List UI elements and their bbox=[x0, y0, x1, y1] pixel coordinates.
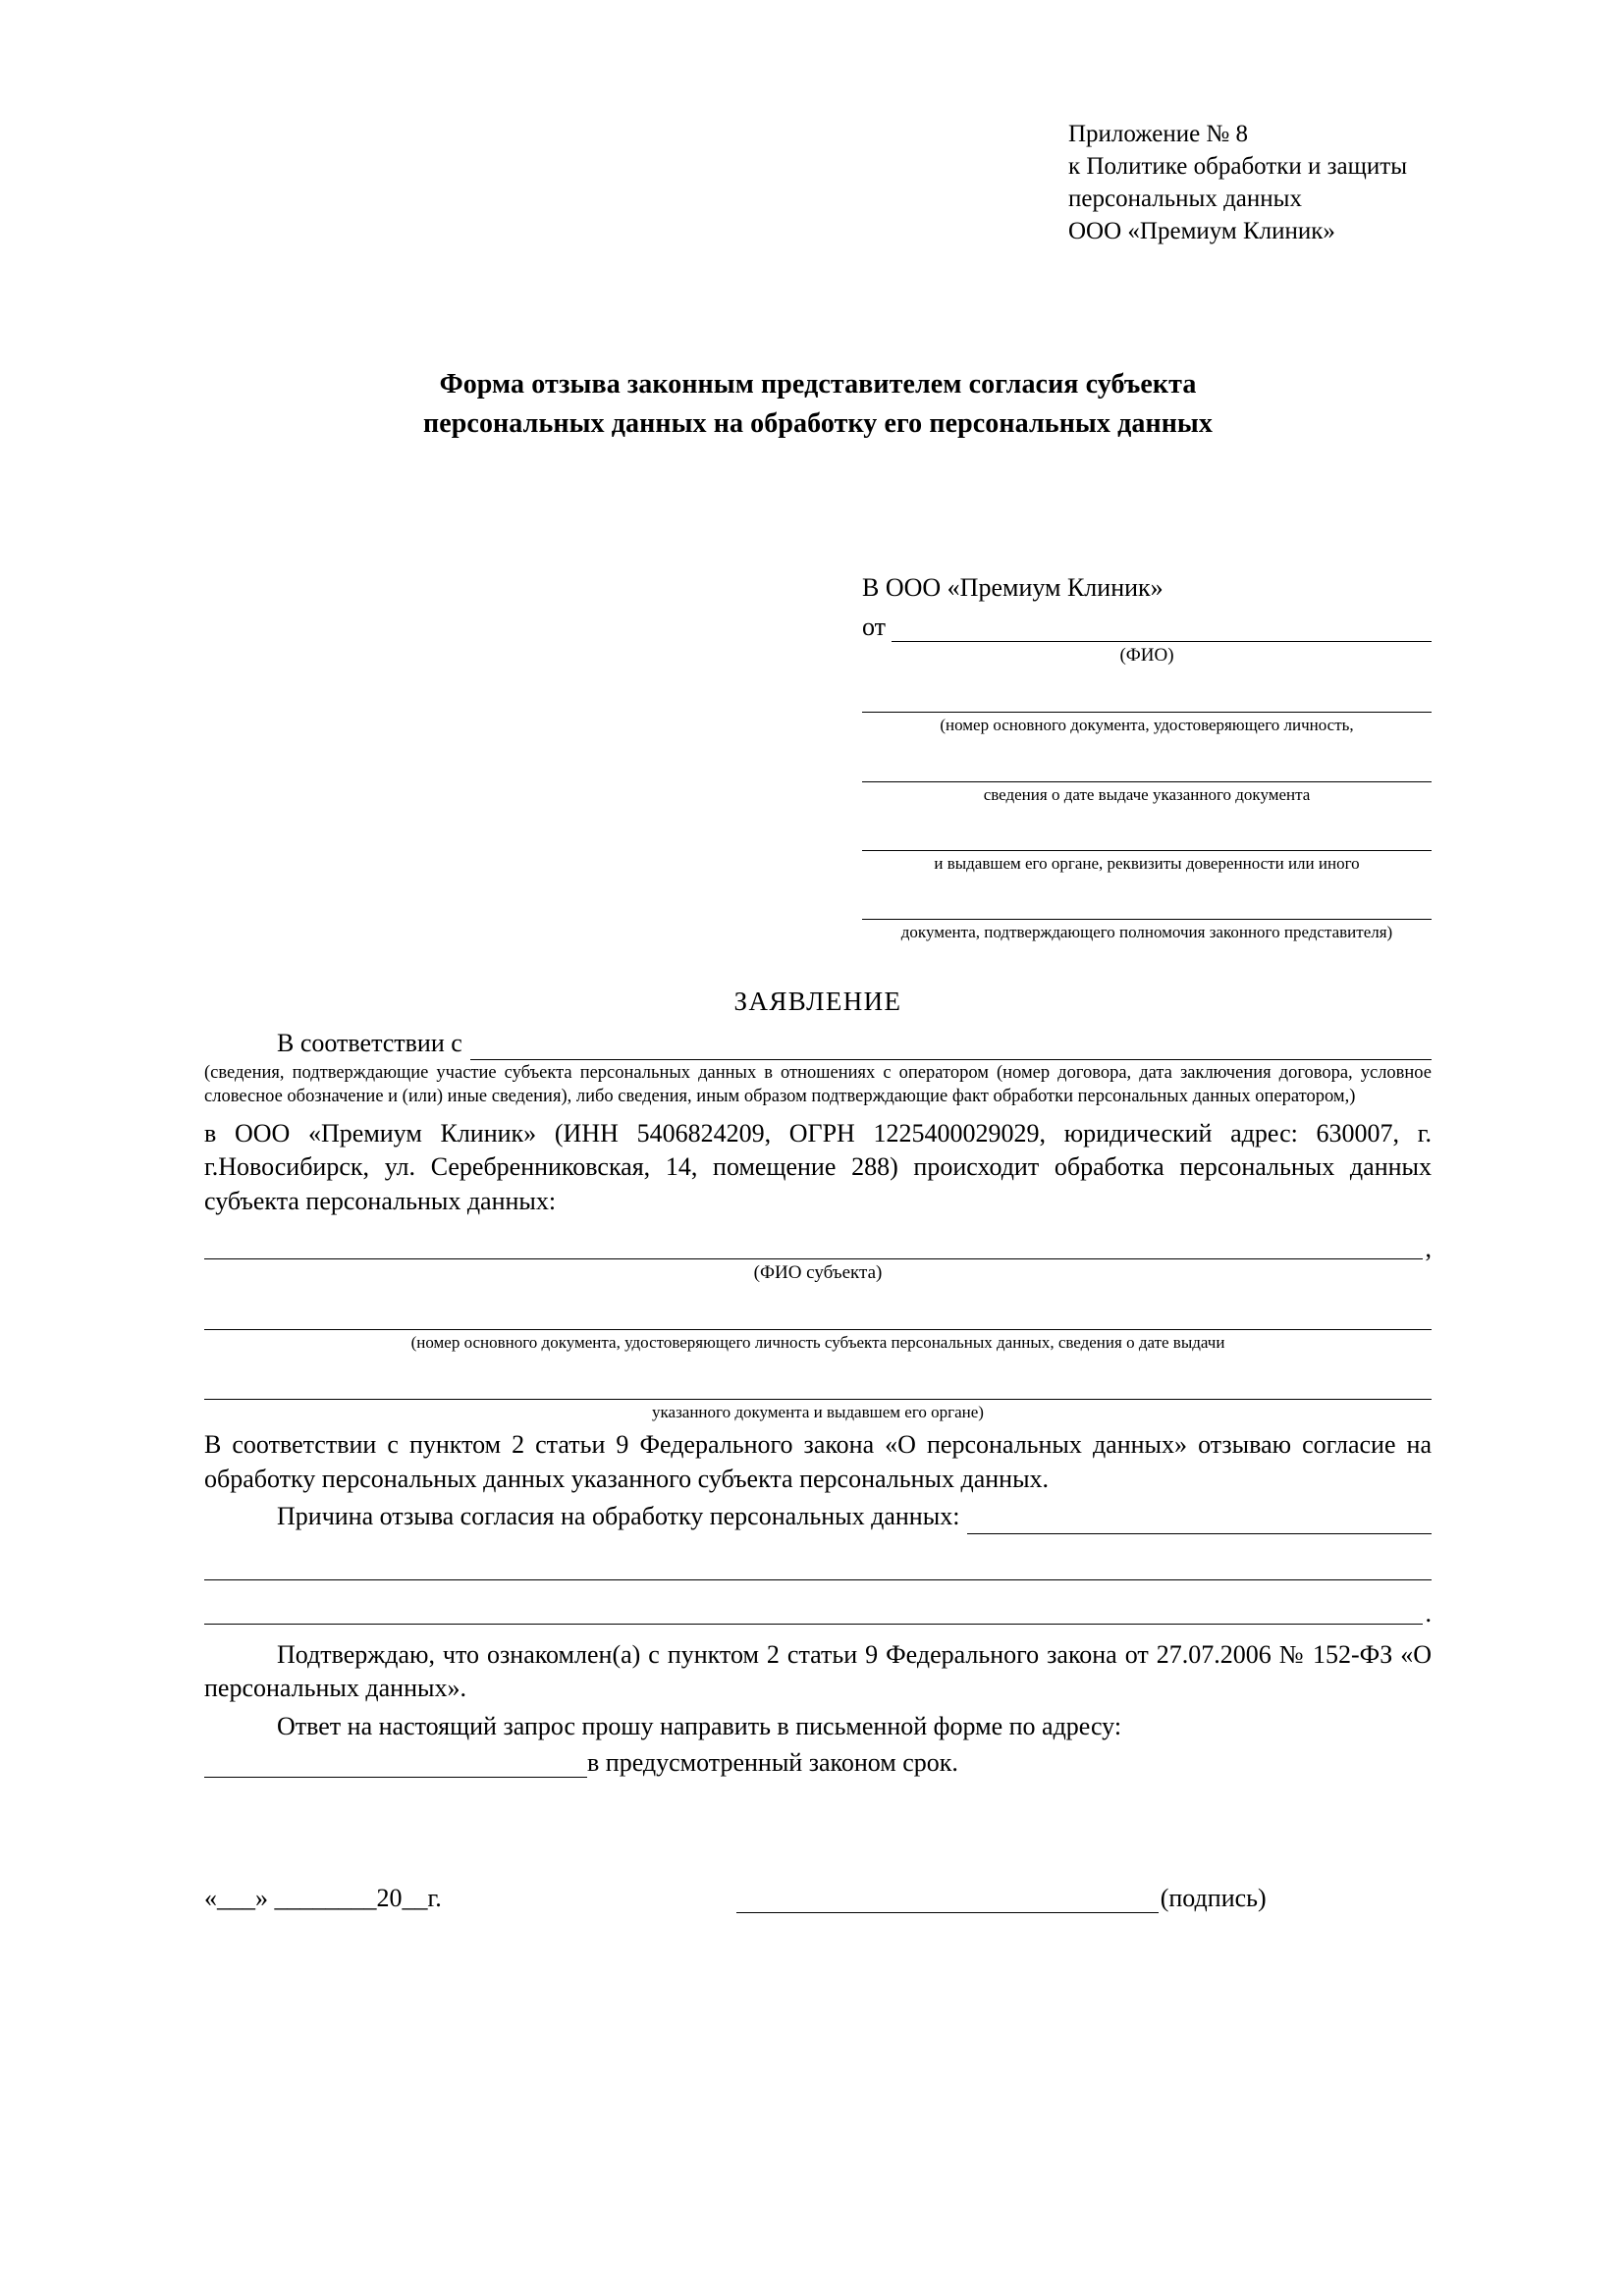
reason-row-3 bbox=[204, 1598, 1432, 1629]
caption-subject-doc-1: (номер основного документа, удостоверяющего личность субъекта персональных данных, сведения о дате выдачи bbox=[410, 1333, 1225, 1353]
caption-doc-4: документа, подтверждающего полномочия законного представителя) bbox=[900, 923, 1393, 942]
reason-input-2[interactable] bbox=[204, 1552, 1432, 1580]
subject-fio-comma: , bbox=[1425, 1233, 1432, 1262]
rep-doc-input-2[interactable] bbox=[862, 754, 1432, 782]
reason-input-1[interactable] bbox=[967, 1510, 1432, 1534]
rep-doc-input-3[interactable] bbox=[862, 823, 1432, 851]
statement-heading: ЗАЯВЛЕНИЕ bbox=[733, 986, 902, 1016]
from-row bbox=[862, 613, 1432, 642]
from-label: от bbox=[862, 612, 887, 641]
date-stub[interactable]: «___» ________20__г. bbox=[204, 1883, 442, 1912]
in-accordance-label: В соответствии с bbox=[277, 1028, 462, 1057]
caption-doc-1: (номер основного документа, удостоверяющего личность, bbox=[940, 716, 1354, 735]
subject-fio-row bbox=[204, 1233, 1432, 1262]
caption-doc-3: и выдавшем его органе, реквизиты доверенности или иного bbox=[934, 854, 1360, 874]
reason-label: Причина отзыва согласия на обработку персональных данных: bbox=[277, 1502, 960, 1531]
rep-doc-input-4[interactable] bbox=[862, 891, 1432, 920]
from-fio-input[interactable] bbox=[892, 615, 1432, 642]
appendix-header-line-3: персональных данных bbox=[1068, 186, 1302, 212]
page-title-line-1: Форма отзыва законным представителем согласия субъекта bbox=[439, 369, 1197, 400]
signature-row bbox=[204, 1884, 1432, 1913]
address-input[interactable] bbox=[204, 1753, 587, 1778]
addressee-organization: В ООО «Премиум Клиник» bbox=[862, 572, 1164, 602]
term-tail: в предусмотренный законом срок. bbox=[587, 1747, 958, 1777]
document-body bbox=[204, 118, 1432, 1913]
addressee-block bbox=[862, 573, 1432, 943]
address-term-row bbox=[204, 1748, 1432, 1778]
caption-signature: (подпись) bbox=[1160, 1883, 1267, 1912]
statement-note-1: (сведения, подтверждающие участие субъекта персональных данных в отношениях с оператором (номер договора, дата заключения договора, условное словесное обозначение и (или) иные сведения), либо сведения, иным образом подтверждающие факт обработки персональных данных оператором,) bbox=[204, 1063, 1432, 1107]
statement-body-2: В соответствии с пунктом 2 статьи 9 Федерального закона «О персональных данных» отзываю согласие на обработку персональных данных указанного субъекта персональных данных. bbox=[204, 1430, 1432, 1493]
page-title-line-2: персональных данных на обработку его персональных данных bbox=[423, 407, 1213, 439]
reason-row bbox=[204, 1500, 1432, 1534]
rep-doc-input-1[interactable] bbox=[862, 684, 1432, 713]
in-accordance-input[interactable] bbox=[470, 1036, 1432, 1060]
statement-confirm: Подтверждаю, что ознакомлен(а) с пунктом 2 статьи 9 Федерального закона от 27.07.2006 № 152-ФЗ «О персональных данных». bbox=[204, 1639, 1432, 1703]
caption-doc-2: сведения о дате выдаче указанного документа bbox=[983, 784, 1311, 804]
signature-input[interactable] bbox=[736, 1887, 1159, 1913]
subject-fio-input[interactable] bbox=[204, 1233, 1423, 1259]
page-title bbox=[204, 365, 1432, 444]
appendix-header-line-2: к Политике обработки и защиты bbox=[1068, 153, 1408, 180]
subject-doc-input-2[interactable] bbox=[204, 1371, 1432, 1400]
reason-input-3[interactable] bbox=[204, 1598, 1423, 1625]
appendix-header-line-1: Приложение № 8 bbox=[1068, 121, 1249, 147]
subject-doc-input-1[interactable] bbox=[204, 1302, 1432, 1330]
in-accordance-row bbox=[204, 1027, 1432, 1061]
appendix-header bbox=[1068, 118, 1432, 247]
caption-fio: (ФИО) bbox=[1119, 644, 1174, 666]
statement-body-1: в ООО «Премиум Клиник» (ИНН 5406824209, ОГРН 1225400029029, юридический адрес: 630007, г. г.Новосибирск, ул. Серебренниковская, 14, помещение 288) происходит обработка персональных данных субъекта персональных данных: bbox=[204, 1118, 1432, 1215]
appendix-header-line-4: ООО «Премиум Клиник» bbox=[1068, 218, 1335, 244]
reason-period: . bbox=[1425, 1599, 1432, 1629]
statement-answer-address: Ответ на настоящий запрос прошу направить в письменной форме по адресу: bbox=[277, 1711, 1122, 1740]
caption-subject-fio: (ФИО субъекта) bbox=[753, 1261, 883, 1283]
caption-subject-doc-2: указанного документа и выдавшем его органе) bbox=[652, 1402, 984, 1421]
